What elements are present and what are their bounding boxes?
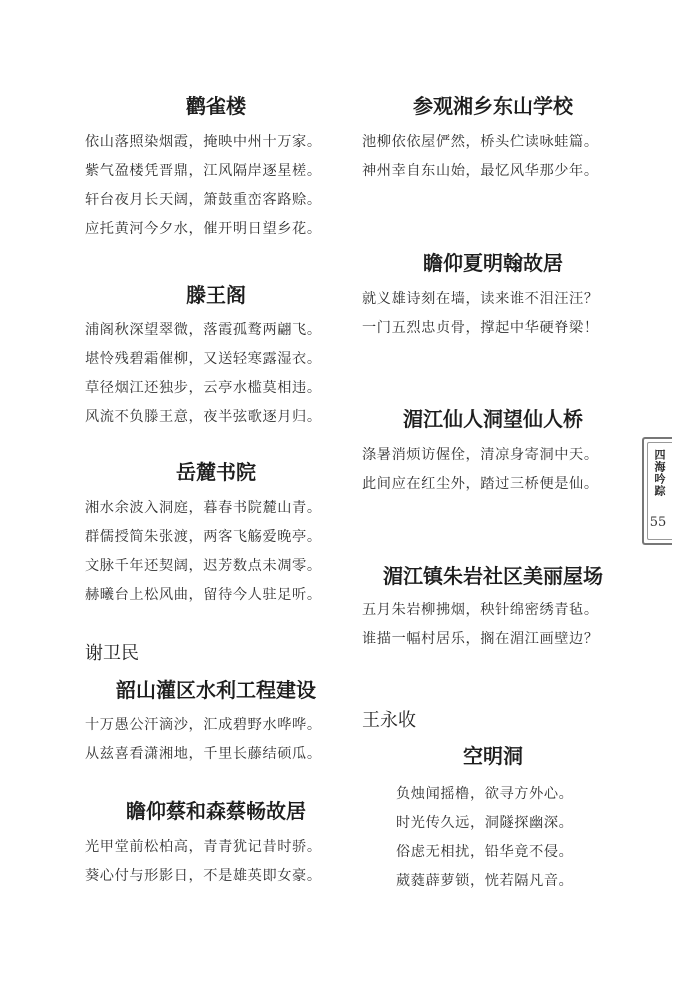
poem-body [362,441,599,499]
poem-line: 轩台夜月长天阔，箫鼓重峦客路赊。 [85,192,322,208]
poem-line: 浦阁秋深望翠微，落霞孤鹜两翩飞。 [85,322,322,338]
author-name: 谢卫民 [85,643,139,664]
poem-line: 时光传久远，洞隧探幽深。 [396,815,574,831]
poem-line: 十万愚公汗滴沙，汇成碧野水哗哗。 [85,717,322,733]
poem-line: 光甲堂前松柏高，青青犹记昔时骄。 [85,839,322,855]
poem-line: 负烛闻摇橹，欲寻方外心。 [396,786,574,802]
section-tab-label: 四海吟踪 [653,449,666,497]
poem-body [85,494,322,610]
poem-line: 文脉千年还契阔，迟芳数点未凋零。 [85,558,322,574]
page-number: 55 [649,515,667,530]
poem-title: 瞻仰夏明翰故居 [423,251,563,275]
poem-title: 岳麓书院 [176,460,256,484]
poem-line: 池柳依依屋俨然，桥头伫读咏蛙篇。 [362,134,599,150]
poem-body [85,833,322,891]
poem-body [85,316,322,432]
poem-title: 湄江镇朱岩社区美丽屋场 [383,564,603,588]
poem-line: 涤暑消烦访偓佺，清凉身寄洞中天。 [362,447,599,463]
poem-line: 群儒授简朱张渡，两客飞觞爱晚亭。 [85,529,322,545]
poem-line: 堪怜残碧霜催柳，又送轻寒露湿衣。 [85,351,322,367]
poem-line: 风流不负滕王意，夜半弦歌逐月归。 [85,409,322,425]
poem-title: 湄江仙人洞望仙人桥 [403,407,583,431]
poem-line: 葳蕤薜萝锁，恍若隔凡音。 [396,873,574,889]
poem-body [362,285,599,343]
poem-body [362,128,599,186]
poem-line: 此间应在红尘外，踏过三桥便是仙。 [362,476,599,492]
poem-body [362,596,599,654]
poem-title: 瞻仰蔡和森蔡畅故居 [126,799,306,823]
poem-line: 赫曦台上松风曲，留待今人驻足听。 [85,587,322,603]
poem-line: 从兹喜看潇湘地，千里长藤结硕瓜。 [85,746,322,762]
poem-line: 依山落照染烟霞，掩映中州十万家。 [85,134,322,150]
poem-line: 紫气盈楼凭晋鼎，江风隔岸逐星槎。 [85,163,322,179]
poem-title: 滕王阁 [186,283,246,307]
poem-title: 鹳雀楼 [186,94,246,118]
poem-body [362,780,573,896]
poem-body [85,711,322,769]
poem-line: 五月朱岩柳拂烟，秧针绵密绣青毡。 [362,602,599,618]
poem-body [85,128,322,244]
poem-line: 草径烟江还独步，云亭水槛莫相违。 [85,380,322,396]
poem-line: 神州幸自东山始，最忆风华那少年。 [362,163,599,179]
poem-line: 谁描一幅村居乐，搁在湄江画壁边？ [362,631,599,647]
poem-title: 参观湘乡东山学校 [413,94,573,118]
poem-line: 湘水余波入洞庭，暮春书院麓山青。 [85,500,322,516]
author-name: 王永收 [362,710,416,731]
poem-line: 葵心付与形影日，不是雄英即女豪。 [85,868,322,884]
poem-line: 应托黄河今夕水，催开明日望乡花。 [85,221,322,237]
poem-title: 空明洞 [463,744,523,768]
poem-line: 一门五烈忠贞骨，撑起中华硬脊梁！ [362,320,599,336]
section-tab [642,437,672,545]
poem-line: 俗虑无相扰，铅华竟不侵。 [396,844,574,860]
poem-line: 就义雄诗刻在墙，读来谁不泪汪汪？ [362,291,599,307]
poem-title: 韶山灌区水利工程建设 [116,678,316,702]
